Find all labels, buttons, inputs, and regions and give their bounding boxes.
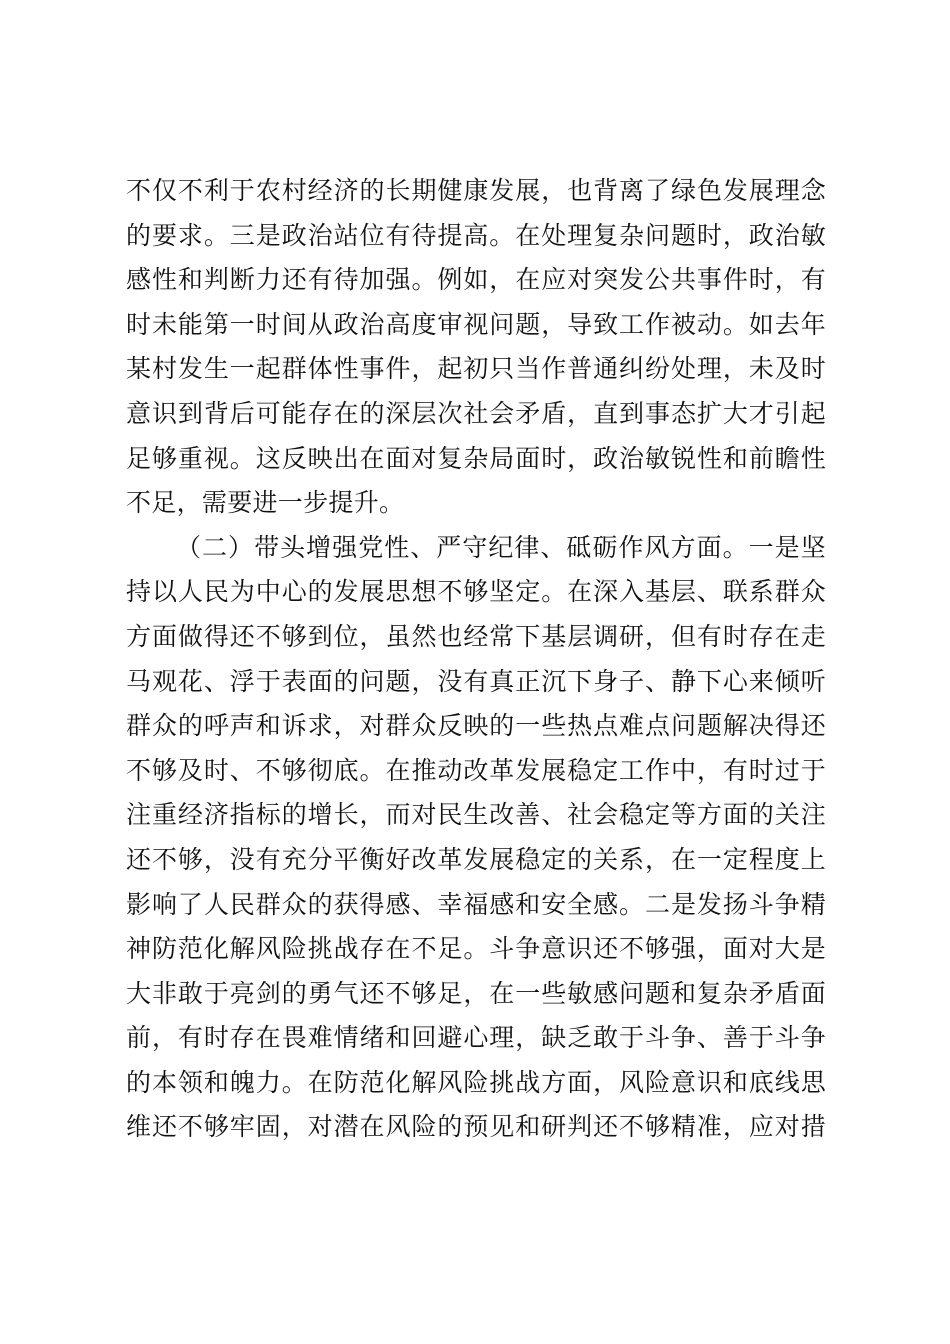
text-line: （二）带头增强党性、严守纪律、砥砺作风方面。一是坚 — [176, 532, 826, 562]
text-line: 感性和判断力还有待加强。例如，在应对突发公共事件时，有 — [126, 265, 826, 295]
text-line: 不够及时、不够彻底。在推动改革发展稳定工作中，有时过于 — [126, 755, 826, 785]
text-line: 神防范化解风险挑战存在不足。斗争意识还不够强，面对大是 — [126, 934, 826, 964]
text-line: 不仅不利于农村经济的长期健康发展，也背离了绿色发展理念 — [126, 176, 826, 205]
body-text — [126, 169, 826, 1150]
text-line: 不足，需要进一步提升。 — [126, 488, 405, 518]
text-line: 还不够，没有充分平衡好改革发展稳定的关系，在一定程度上 — [126, 844, 826, 874]
text-line: 某村发生一起群体性事件，起初只当作普通纠纷处理，未及时 — [126, 354, 826, 384]
text-line: 马观花、浮于表面的问题，没有真正沉下身子、静下心来倾听 — [126, 666, 826, 696]
text-line: 注重经济指标的增长，而对民生改善、社会稳定等方面的关注 — [126, 800, 826, 830]
text-line: 足够重视。这反映出在面对复杂局面时，政治敏锐性和前瞻性 — [126, 443, 826, 473]
text-line: 维还不够牢固，对潜在风险的预见和研判还不够精准，应对措 — [126, 1112, 826, 1142]
text-line: 时未能第一时间从政治高度审视问题，导致工作被动。如去年 — [126, 309, 826, 339]
text-line: 影响了人民群众的获得感、幸福感和安全感。二是发扬斗争精 — [126, 889, 826, 919]
text-line: 大非敢于亮剑的勇气还不够足，在一些敏感问题和复杂矛盾面 — [126, 978, 826, 1008]
text-line: 的本领和魄力。在防范化解风险挑战方面，风险意识和底线思 — [126, 1067, 826, 1097]
text-line: 群众的呼声和诉求，对群众反映的一些热点难点问题解决得还 — [126, 711, 826, 741]
text-line: 前，有时存在畏难情绪和回避心理，缺乏敢于斗争、善于斗争 — [126, 1023, 826, 1053]
text-line: 意识到背后可能存在的深层次社会矛盾，直到事态扩大才引起 — [126, 398, 826, 428]
text-line: 方面做得还不够到位，虽然也经常下基层调研，但有时存在走 — [126, 621, 826, 651]
text-line: 持以人民为中心的发展思想不够坚定。在深入基层、联系群众 — [126, 577, 826, 607]
text-line: 的要求。三是政治站位有待提高。在处理复杂问题时，政治敏 — [126, 220, 826, 250]
